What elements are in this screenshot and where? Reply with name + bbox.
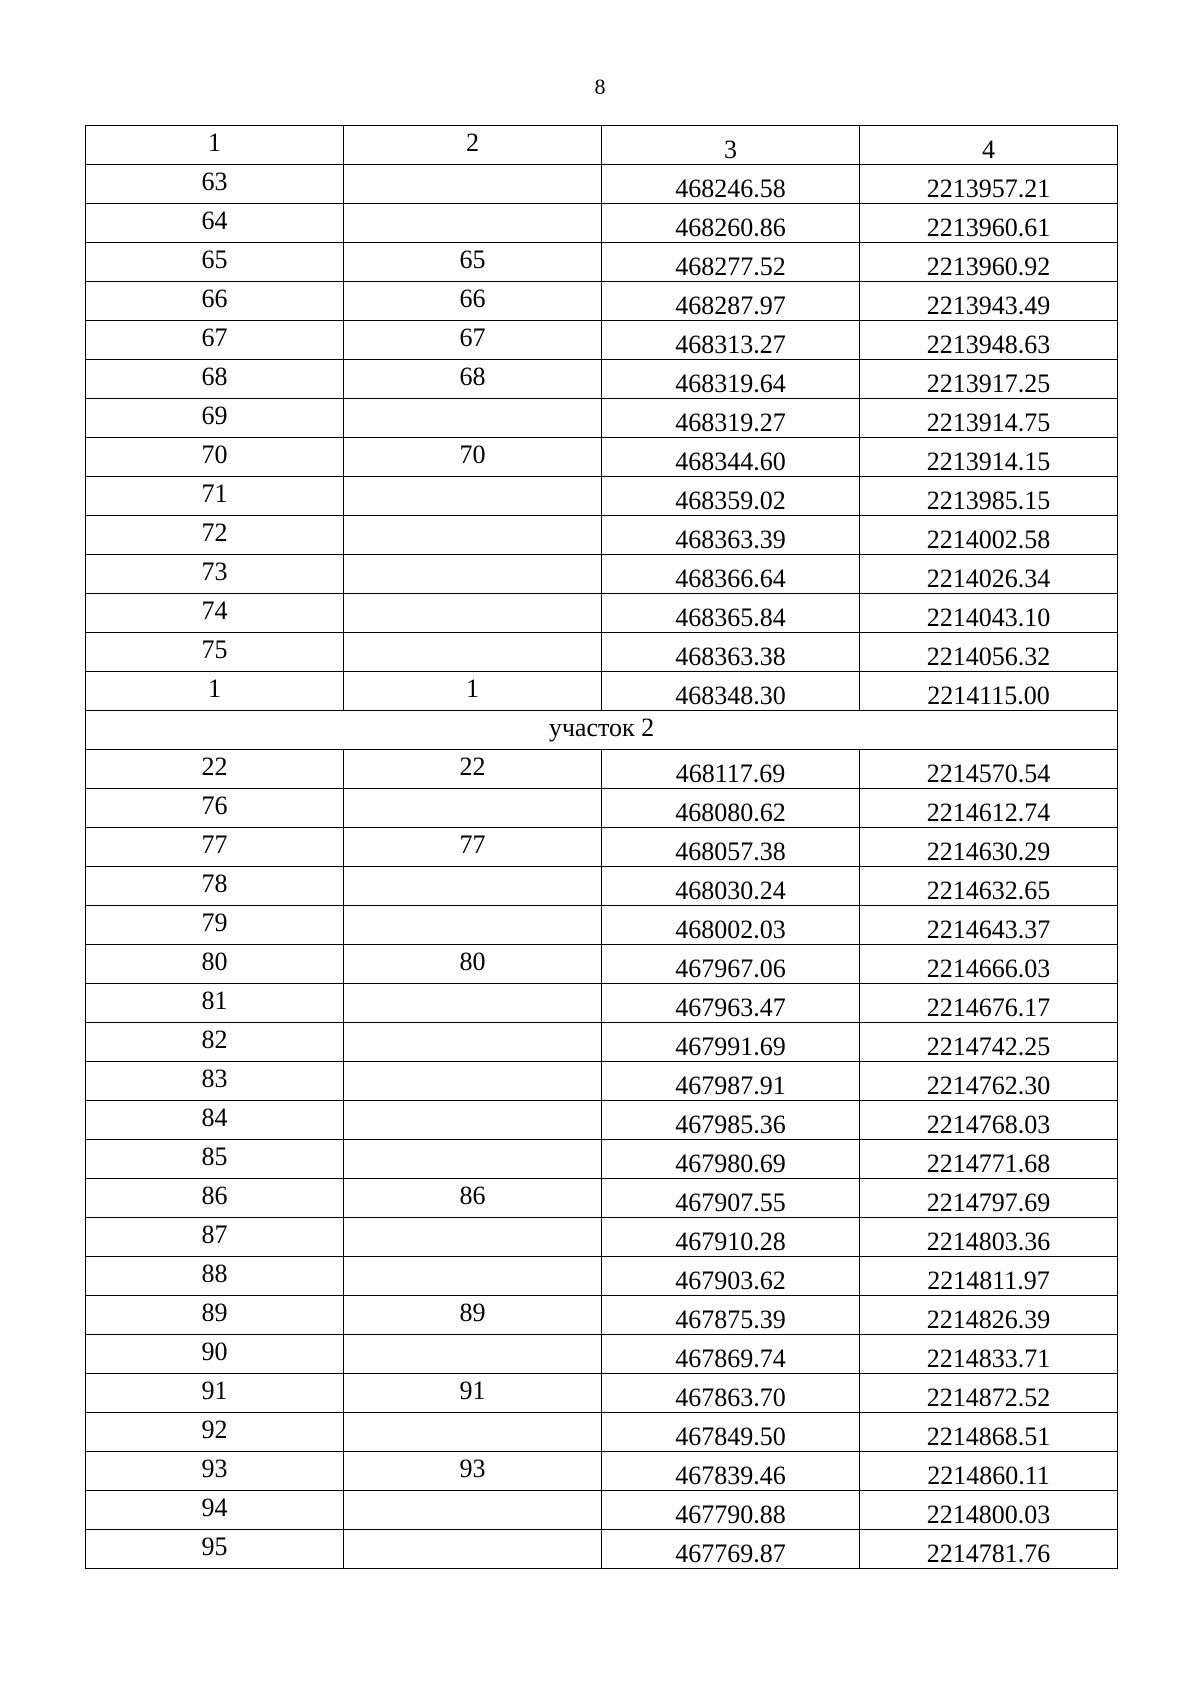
x-coordinate-cell: 468246.58 [602,165,860,204]
reference-number-cell [344,594,602,633]
x-coordinate-cell: 467903.62 [602,1257,860,1296]
page-number: 8 [594,74,606,99]
reference-number-cell [344,1023,602,1062]
x-coordinate-cell: 467987.91 [602,1062,860,1101]
reference-number-cell: 22 [344,750,602,789]
y-coordinate-cell: 2214771.68 [860,1140,1118,1179]
reference-number-cell: 77 [344,828,602,867]
point-number-cell: 94 [86,1491,344,1530]
y-coordinate-cell: 2213960.61 [860,204,1118,243]
point-number-cell: 88 [86,1257,344,1296]
table-row [86,555,1118,594]
reference-number-cell [344,1101,602,1140]
reference-number-cell [344,477,602,516]
reference-number-cell [344,399,602,438]
x-coordinate-cell: 468348.30 [602,672,860,711]
x-coordinate-cell: 467963.47 [602,984,860,1023]
table-row [86,204,1118,243]
table-row [86,399,1118,438]
reference-number-cell: 93 [344,1452,602,1491]
point-number-cell: 69 [86,399,344,438]
y-coordinate-cell: 2214826.39 [860,1296,1118,1335]
y-coordinate-cell: 2213948.63 [860,321,1118,360]
point-number-cell: 89 [86,1296,344,1335]
point-number-cell: 22 [86,750,344,789]
table-row [86,1491,1118,1530]
point-number-cell: 68 [86,360,344,399]
y-coordinate-cell: 2213985.15 [860,477,1118,516]
y-coordinate-cell: 2213957.21 [860,165,1118,204]
point-number-cell: 84 [86,1101,344,1140]
y-coordinate-cell: 2214742.25 [860,1023,1118,1062]
y-coordinate-cell: 2214056.32 [860,633,1118,672]
coordinates-table [85,125,1118,1569]
x-coordinate-cell: 468366.64 [602,555,860,594]
y-coordinate-cell: 2214632.65 [860,867,1118,906]
x-coordinate-cell: 467790.88 [602,1491,860,1530]
point-number-cell: 66 [86,282,344,321]
point-number-cell: 87 [86,1218,344,1257]
point-number-cell: 93 [86,1452,344,1491]
table-row [86,1335,1118,1374]
x-coordinate-cell: 468080.62 [602,789,860,828]
y-coordinate-cell: 2214800.03 [860,1491,1118,1530]
section-row [86,711,1118,750]
y-coordinate-cell: 2214781.76 [860,1530,1118,1569]
header-cell-1: 1 [86,126,344,165]
table-row [86,438,1118,477]
point-number-cell: 71 [86,477,344,516]
x-coordinate-cell: 467769.87 [602,1530,860,1569]
y-coordinate-cell: 2214676.17 [860,984,1118,1023]
reference-number-cell: 86 [344,1179,602,1218]
point-number-cell: 83 [86,1062,344,1101]
x-coordinate-cell: 468002.03 [602,906,860,945]
x-coordinate-cell: 467869.74 [602,1335,860,1374]
table-row [86,321,1118,360]
table-row [86,1179,1118,1218]
point-number-cell: 95 [86,1530,344,1569]
table-row [86,867,1118,906]
reference-number-cell [344,1335,602,1374]
y-coordinate-cell: 2213914.15 [860,438,1118,477]
y-coordinate-cell: 2214002.58 [860,516,1118,555]
y-coordinate-cell: 2214026.34 [860,555,1118,594]
point-number-cell: 80 [86,945,344,984]
point-number-cell: 63 [86,165,344,204]
reference-number-cell [344,789,602,828]
x-coordinate-cell: 468359.02 [602,477,860,516]
point-number-cell: 65 [86,243,344,282]
x-coordinate-cell: 467907.55 [602,1179,860,1218]
table-row [86,360,1118,399]
y-coordinate-cell: 2213960.92 [860,243,1118,282]
point-number-cell: 86 [86,1179,344,1218]
x-coordinate-cell: 467839.46 [602,1452,860,1491]
table-row [86,243,1118,282]
reference-number-cell [344,1062,602,1101]
reference-number-cell [344,1140,602,1179]
x-coordinate-cell: 467991.69 [602,1023,860,1062]
y-coordinate-cell: 2214115.00 [860,672,1118,711]
x-coordinate-cell: 468344.60 [602,438,860,477]
table-row [86,165,1118,204]
y-coordinate-cell: 2214833.71 [860,1335,1118,1374]
y-coordinate-cell: 2214762.30 [860,1062,1118,1101]
point-number-cell: 76 [86,789,344,828]
y-coordinate-cell: 2214612.74 [860,789,1118,828]
x-coordinate-cell: 468260.86 [602,204,860,243]
y-coordinate-cell: 2214872.52 [860,1374,1118,1413]
table-row [86,477,1118,516]
point-number-cell: 72 [86,516,344,555]
y-coordinate-cell: 2214803.36 [860,1218,1118,1257]
section-title: участок 2 [86,711,1118,750]
x-coordinate-cell: 468319.27 [602,399,860,438]
coordinates-table-body [86,126,1118,1569]
table-row [86,1062,1118,1101]
table-row [86,945,1118,984]
point-number-cell: 91 [86,1374,344,1413]
table-row [86,1452,1118,1491]
reference-number-cell [344,204,602,243]
header-cell-2: 2 [344,126,602,165]
x-coordinate-cell: 468030.24 [602,867,860,906]
reference-number-cell: 67 [344,321,602,360]
y-coordinate-cell: 2214768.03 [860,1101,1118,1140]
point-number-cell: 79 [86,906,344,945]
table-row [86,1296,1118,1335]
reference-number-cell [344,1257,602,1296]
y-coordinate-cell: 2214043.10 [860,594,1118,633]
table-row [86,1257,1118,1296]
table-row [86,516,1118,555]
header-cell-4: 4 [860,126,1118,165]
reference-number-cell [344,555,602,594]
header-cell-3: 3 [602,126,860,165]
table-row [86,1374,1118,1413]
reference-number-cell: 65 [344,243,602,282]
point-number-cell: 64 [86,204,344,243]
table-row [86,594,1118,633]
table-row [86,1140,1118,1179]
reference-number-cell [344,633,602,672]
x-coordinate-cell: 468287.97 [602,282,860,321]
y-coordinate-cell: 2214860.11 [860,1452,1118,1491]
table-row [86,984,1118,1023]
x-coordinate-cell: 467980.69 [602,1140,860,1179]
x-coordinate-cell: 468319.64 [602,360,860,399]
point-number-cell: 90 [86,1335,344,1374]
table-row [86,1101,1118,1140]
x-coordinate-cell: 467863.70 [602,1374,860,1413]
point-number-cell: 1 [86,672,344,711]
x-coordinate-cell: 468313.27 [602,321,860,360]
table-row [86,828,1118,867]
y-coordinate-cell: 2214570.54 [860,750,1118,789]
reference-number-cell: 66 [344,282,602,321]
point-number-cell: 75 [86,633,344,672]
x-coordinate-cell: 468363.38 [602,633,860,672]
point-number-cell: 70 [86,438,344,477]
x-coordinate-cell: 467985.36 [602,1101,860,1140]
reference-number-cell [344,165,602,204]
point-number-cell: 77 [86,828,344,867]
table-row [86,750,1118,789]
y-coordinate-cell: 2213914.75 [860,399,1118,438]
x-coordinate-cell: 467967.06 [602,945,860,984]
point-number-cell: 67 [86,321,344,360]
point-number-cell: 85 [86,1140,344,1179]
table-row [86,1413,1118,1452]
x-coordinate-cell: 468057.38 [602,828,860,867]
y-coordinate-cell: 2214868.51 [860,1413,1118,1452]
reference-number-cell: 91 [344,1374,602,1413]
x-coordinate-cell: 468365.84 [602,594,860,633]
y-coordinate-cell: 2214797.69 [860,1179,1118,1218]
reference-number-cell: 70 [344,438,602,477]
reference-number-cell: 80 [344,945,602,984]
y-coordinate-cell: 2214643.37 [860,906,1118,945]
point-number-cell: 78 [86,867,344,906]
table-row [86,1530,1118,1569]
table-row [86,633,1118,672]
reference-number-cell [344,1530,602,1569]
y-coordinate-cell: 2213943.49 [860,282,1118,321]
reference-number-cell [344,984,602,1023]
x-coordinate-cell: 467875.39 [602,1296,860,1335]
table-row [86,282,1118,321]
reference-number-cell [344,1218,602,1257]
point-number-cell: 74 [86,594,344,633]
point-number-cell: 81 [86,984,344,1023]
reference-number-cell [344,1491,602,1530]
reference-number-cell: 1 [344,672,602,711]
reference-number-cell: 68 [344,360,602,399]
x-coordinate-cell: 468277.52 [602,243,860,282]
reference-number-cell [344,906,602,945]
table-row [86,672,1118,711]
reference-number-cell [344,516,602,555]
reference-number-cell: 89 [344,1296,602,1335]
x-coordinate-cell: 468363.39 [602,516,860,555]
y-coordinate-cell: 2213917.25 [860,360,1118,399]
y-coordinate-cell: 2214630.29 [860,828,1118,867]
y-coordinate-cell: 2214666.03 [860,945,1118,984]
reference-number-cell [344,1413,602,1452]
table-row [86,1218,1118,1257]
point-number-cell: 73 [86,555,344,594]
x-coordinate-cell: 467910.28 [602,1218,860,1257]
table-header-row [86,126,1118,165]
table-row [86,789,1118,828]
reference-number-cell [344,867,602,906]
point-number-cell: 92 [86,1413,344,1452]
point-number-cell: 82 [86,1023,344,1062]
table-row [86,906,1118,945]
y-coordinate-cell: 2214811.97 [860,1257,1118,1296]
x-coordinate-cell: 468117.69 [602,750,860,789]
x-coordinate-cell: 467849.50 [602,1413,860,1452]
table-row [86,1023,1118,1062]
